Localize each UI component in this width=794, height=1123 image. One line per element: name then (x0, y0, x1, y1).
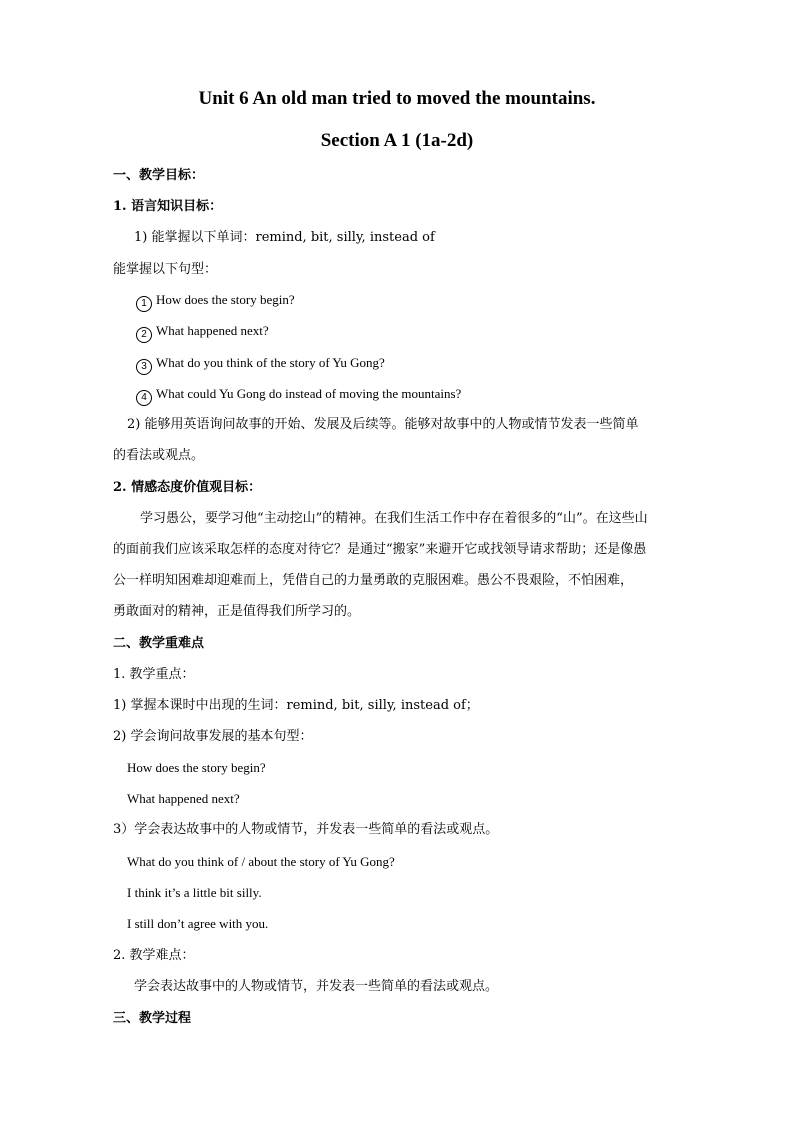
difficulty-text: 学会表达故事中的人物或情节，并发表一些简单的看法或观点。 (134, 979, 499, 994)
patterns-label: 能掌握以下句型： (113, 262, 218, 277)
section-1-sub-1: 1. 语言知识目标： (113, 199, 223, 214)
key-point-3-example: I think it’s a little bit silly. (127, 885, 262, 900)
key-points-label: 1. 教学重点： (113, 667, 195, 682)
pattern-item (136, 386, 461, 406)
circled-number: 1 (136, 296, 152, 312)
ability-goal-line-2: 的看法或观点。 (113, 448, 205, 463)
emotion-paragraph-line: 学习愚公，要学习他“主动挖山”的精神。在我们生活工作中存在着很多的“山”。在这些山 (140, 511, 648, 526)
key-point-3: 3）学会表达故事中的人物或情节，并发表一些简单的看法或观点。 (113, 822, 499, 837)
key-point-3-example: What do you think of / about the story of Yu Gong? (127, 854, 395, 869)
ability-goal-line-1: 2) 能够用英语询问故事的开始、发展及后续等。能够对故事中的人物或情节发表一些简单 (127, 417, 639, 432)
circled-number: 2 (136, 327, 152, 343)
section-2-heading: 二、教学重难点 (113, 636, 205, 651)
pattern-text: What could Yu Gong do instead of moving the mountains? (156, 386, 462, 401)
key-point-3-example: I still don’t agree with you. (127, 916, 269, 931)
vocab-goal: 1) 能掌握以下单词：remind, bit, silly, instead of (134, 230, 435, 245)
document-subtitle: Section A 1 (1a-2d) (320, 130, 474, 151)
pattern-text: How does the story begin? (156, 292, 295, 307)
pattern-item (136, 323, 269, 343)
emotion-paragraph-line: 的面前我们应该采取怎样的态度对待它？是通过“搬家”来避开它或找领导请求帮助；还是像愚 (113, 542, 647, 557)
difficulty-label: 2. 教学难点： (113, 948, 195, 963)
key-point-2-example: What happened next? (127, 791, 240, 806)
pattern-text: What do you think of the story of Yu Gong? (156, 355, 385, 370)
circled-number: 3 (136, 359, 152, 375)
emotion-paragraph-line: 公一样明知困难却迎难而上，凭借自己的力量勇敢的克服困难。愚公不畏艰险，不怕困难， (113, 573, 634, 588)
pattern-item (136, 355, 385, 375)
section-3-heading: 三、教学过程 (113, 1011, 192, 1026)
key-point-1: 1) 掌握本课时中出现的生词：remind, bit, silly, instead of； (113, 698, 479, 713)
emotion-paragraph-line: 勇敢面对的精神，正是值得我们所学习的。 (113, 604, 361, 619)
pattern-item (136, 292, 295, 312)
section-1-sub-2: 2. 情感态度价值观目标： (113, 480, 262, 495)
pattern-text: What happened next? (156, 323, 269, 338)
key-point-2-example: How does the story begin? (127, 760, 266, 775)
circled-number: 4 (136, 390, 152, 406)
document-title: Unit 6 An old man tried to moved the mountains. (198, 88, 596, 109)
section-1-heading: 一、教学目标： (113, 168, 205, 183)
key-point-2: 2) 学会询问故事发展的基本句型： (113, 729, 313, 744)
